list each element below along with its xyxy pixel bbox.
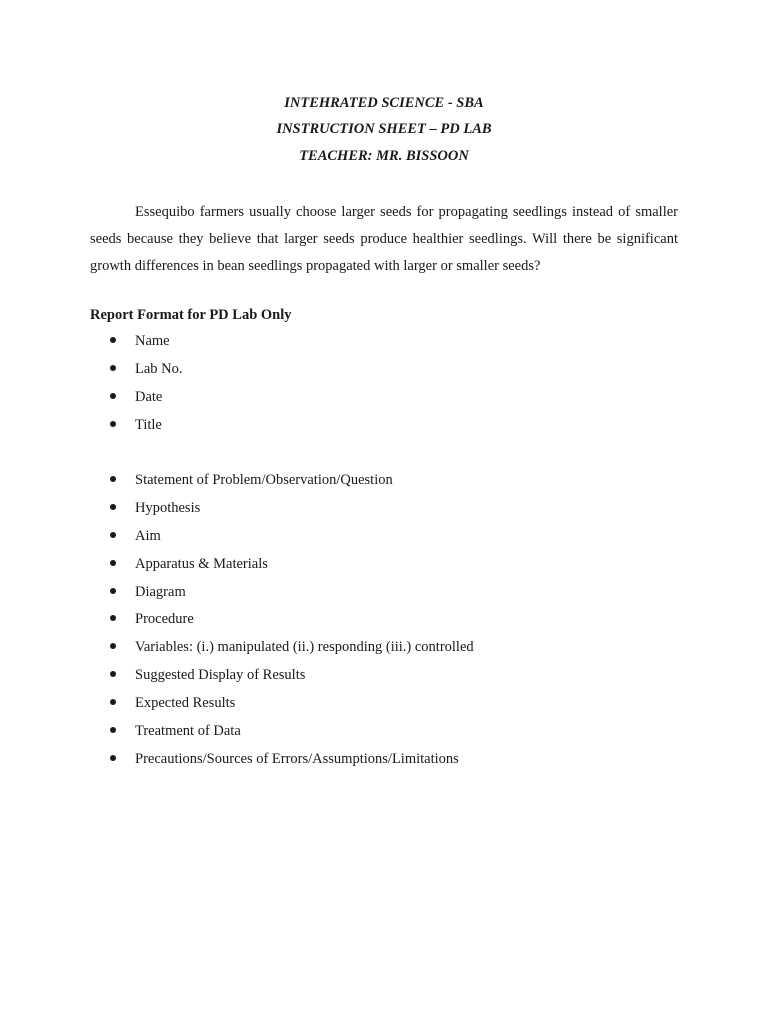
bullet-icon [110, 365, 116, 371]
list-item [0, 499, 768, 527]
report-format-heading: Report Format for PD Lab Only [90, 307, 292, 323]
problem-paragraph: Essequibo farmers usually choose larger seeds for propagating seedlings instead of smaller seeds because they believe that larger seeds produce healthier seedlings. Will there be significant growth differences in bean seedlings propagated with larger or smaller seeds? [90, 204, 678, 274]
list-item-label: Variables: (i.) manipulated (ii.) responding (iii.) controlled [135, 639, 474, 656]
bullet-icon [110, 755, 116, 761]
bullet-icon [110, 393, 116, 399]
list-item [0, 722, 768, 750]
list-item-label: Treatment of Data [135, 723, 241, 740]
list-item [0, 610, 768, 638]
bullet-icon [110, 337, 116, 343]
report-list-sections [0, 471, 768, 778]
list-item [0, 694, 768, 722]
list-item [0, 416, 768, 444]
document-subtitle: INSTRUCTION SHEET – PD LAB [276, 121, 492, 137]
list-item-label: Apparatus & Materials [135, 555, 268, 572]
report-list-basic [0, 332, 768, 444]
list-item [0, 638, 768, 666]
list-item-label: Name [135, 333, 170, 349]
bullet-icon [110, 504, 116, 510]
list-item [0, 388, 768, 416]
list-item [0, 332, 768, 360]
list-item-label: Suggested Display of Results [135, 667, 306, 684]
bullet-icon [110, 727, 116, 733]
bullet-icon [110, 421, 116, 427]
list-item [0, 471, 768, 499]
list-item [0, 666, 768, 694]
list-item [0, 360, 768, 388]
list-item [0, 555, 768, 583]
list-item-label: Title [135, 416, 162, 433]
list-item-label: Expected Results [135, 695, 236, 712]
bullet-icon [110, 476, 116, 482]
list-item-label: Hypothesis [135, 499, 201, 516]
bullet-icon [110, 643, 116, 649]
list-item [0, 750, 768, 778]
document-title: INTEHRATED SCIENCE - SBA [284, 95, 484, 111]
list-item-label: Precautions/Sources of Errors/Assumptions/Limitations [135, 750, 459, 767]
bullet-icon [110, 671, 116, 677]
bullet-icon [110, 560, 116, 566]
teacher-name: TEACHER: MR. BISSOON [299, 148, 469, 164]
list-item-label: Date [135, 388, 163, 405]
list-item [0, 527, 768, 555]
list-item-label: Statement of Problem/Observation/Question [135, 472, 393, 488]
bullet-icon [110, 532, 116, 538]
list-item-label: Lab No. [135, 360, 183, 377]
list-item-label: Diagram [135, 583, 186, 600]
list-item-label: Aim [135, 527, 161, 544]
bullet-icon [110, 699, 116, 705]
bullet-icon [110, 615, 116, 621]
bullet-icon [110, 588, 116, 594]
list-item [0, 583, 768, 611]
list-item-label: Procedure [135, 611, 194, 628]
